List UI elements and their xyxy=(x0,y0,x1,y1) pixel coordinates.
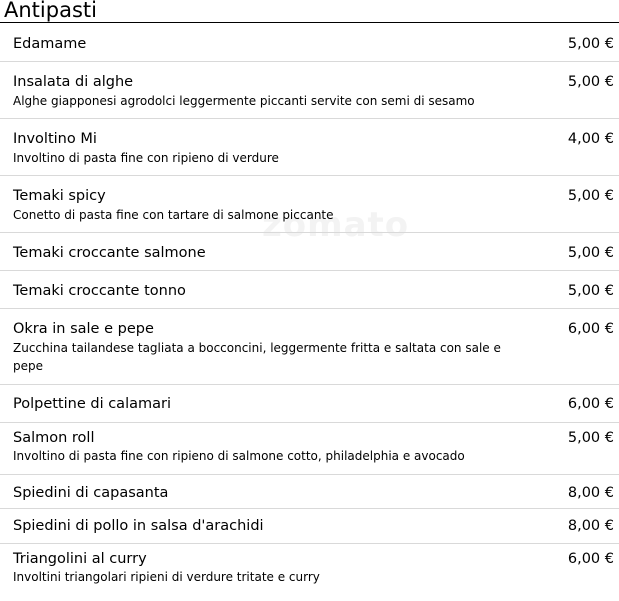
item-description: Zucchina tailandese tagliata a bocconcini, leggermente fritta e saltata con sale e pepe xyxy=(13,341,501,373)
menu-item xyxy=(0,176,619,233)
item-name: Triangolini al curry xyxy=(13,551,147,567)
item-description: Conetto di pasta fine con tartare di salmone piccante xyxy=(13,208,334,222)
item-description: Involtino di pasta fine con ripieno di salmone cotto, philadelphia e avocado xyxy=(13,449,465,463)
item-price: 5,00 € xyxy=(567,74,614,90)
menu-item xyxy=(0,509,619,544)
menu-list xyxy=(0,23,619,584)
item-price: 5,00 € xyxy=(567,245,614,261)
item-name: Spiedini di pollo in salsa d'arachidi xyxy=(13,518,264,534)
item-price: 8,00 € xyxy=(567,518,614,534)
item-name: Spiedini di capasanta xyxy=(13,485,169,501)
item-price: 5,00 € xyxy=(567,430,614,446)
watermark-logo: zomato xyxy=(262,205,410,245)
item-name: Polpettine di calamari xyxy=(13,396,171,412)
item-name: Temaki croccante salmone xyxy=(13,245,206,261)
menu-item xyxy=(0,475,619,509)
item-price: 5,00 € xyxy=(567,283,614,299)
menu-item xyxy=(0,271,619,309)
menu-item xyxy=(0,423,619,475)
item-name: Temaki spicy xyxy=(13,188,106,204)
menu-item xyxy=(0,23,619,62)
item-price: 5,00 € xyxy=(567,36,614,52)
item-description: Involtini triangolari ripieni di verdure tritate e curry xyxy=(13,570,320,584)
menu-item xyxy=(0,119,619,176)
item-price: 6,00 € xyxy=(567,396,614,412)
item-price: 4,00 € xyxy=(567,131,614,147)
menu-item xyxy=(0,309,619,385)
item-price: 6,00 € xyxy=(567,551,614,567)
menu-item xyxy=(0,544,619,584)
item-name: Edamame xyxy=(13,36,87,52)
item-price: 6,00 € xyxy=(567,321,614,337)
item-price: 8,00 € xyxy=(567,485,614,501)
item-description: Alghe giapponesi agrodolci leggermente piccanti servite con semi di sesamo xyxy=(13,94,475,108)
item-description: Involtino di pasta fine con ripieno di verdure xyxy=(13,151,279,165)
item-price: 5,00 € xyxy=(567,188,614,204)
item-name: Involtino Mi xyxy=(13,131,97,147)
section-title: Antipasti xyxy=(4,0,97,22)
menu-item xyxy=(0,385,619,423)
item-name: Okra in sale e pepe xyxy=(13,321,154,337)
item-name: Insalata di alghe xyxy=(13,74,134,90)
menu-item xyxy=(0,62,619,119)
item-name: Temaki croccante tonno xyxy=(13,283,186,299)
item-name: Salmon roll xyxy=(13,430,95,446)
menu-item xyxy=(0,233,619,271)
